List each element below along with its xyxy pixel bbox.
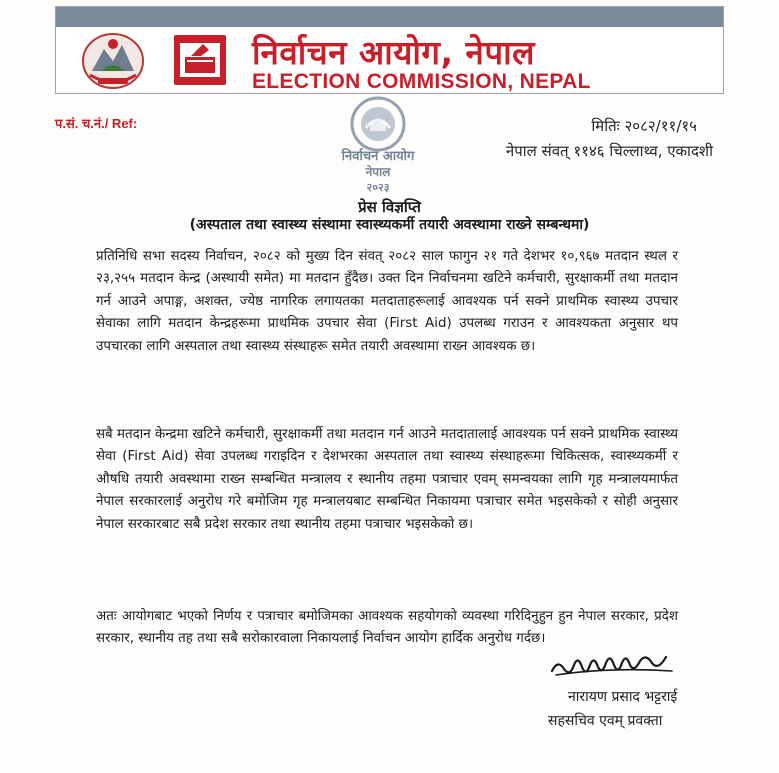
nepal-samvat-date: नेपाल संवत् ११४६ चिल्लाथ्व, एकादशी — [505, 142, 713, 160]
document-subject: (अस्पताल तथा स्वास्थ्य संस्थामा स्वास्थ्यकर्मी तयारी अवस्थामा राख्ने सम्बन्धमा) — [189, 217, 590, 233]
header-strip — [56, 7, 723, 27]
reference-label: प.सं. च.नं./ Ref: — [55, 116, 138, 131]
ballot-box-logo-icon — [173, 34, 227, 86]
seal-text-nepal: नेपाल — [365, 165, 391, 179]
handwritten-signature — [548, 645, 678, 681]
seal-text-commission: निर्वाचन आयोग — [341, 149, 415, 164]
date-line: मितिः २०८२/११/१५ — [591, 117, 697, 135]
document-title: प्रेस विज्ञप्ति — [358, 198, 421, 216]
letterhead-title-english: ELECTION COMMISSION, NEPAL — [252, 70, 591, 93]
body-paragraph-3: अतः आयोगबाट भएको निर्णय र पत्राचार बमोजिमका आवश्यक सहयोगको व्यवस्था गरिदिनुहुन हुन नेपाल सरकार, प्रदेश सरकार, स्थानीय तह तथा सबै सरोकारवाला निकायलाई निर्वाचन आयोग हार्दिक अनुरोध गर्दछ। — [96, 609, 678, 647]
signatory-designation: सहसचिव एवम् प्रवक्ता — [548, 713, 663, 729]
nepal-emblem-icon — [80, 31, 146, 91]
letterhead-title-nepali: निर्वाचन आयोग, नेपाल — [252, 33, 536, 72]
signatory-name: नारायण प्रसाद भट्टराई — [568, 689, 678, 705]
seal-year: २०२३ — [366, 181, 390, 194]
body-paragraph-2: सबै मतदान केन्द्रमा खटिने कर्मचारी, सुरक्षाकर्मी तथा मतदान गर्न आउने मतदातालाई आवश्यक पर्न सक्ने प्राथमिक स्वास्थ्य सेवा (First Aid) सेवा उपलब्ध गराइदिन र देशभरका अस्पताल तथा स्वास्थ्य संस्थाहरूमा चिकित्सक, स्वास्थ्यकर्मी र औषधि तयारी अवस्थामा राख्न सम्बन्धित मन्त्रालय र स्थानीय तहमा पत्राचार एवम् समन्वयका लागि गृह मन्त्रालयमार्फत नेपाल सरकारलाई अनुरोध गरे बमोजिम गृह मन्त्रालयबाट सम्बन्धित निकायमा पत्राचार समेत भइसकेको र सोही अनुसार नेपाल सरकारबाट सबै प्रदेश सरकार तथा स्थानीय तहमा पत्राचार भइसकेको छ। — [96, 427, 678, 532]
letterhead — [55, 6, 724, 94]
body-paragraph-1: प्रतिनिधि सभा सदस्य निर्वाचन, २०८२ को मुख्य दिन संवत् २०८२ साल फागुन २१ गते देशभर १०,९६७ मतदान स्थल र २३,२५५ मतदान केन्द्र (अस्थायी समेत) मा मतदान हुँदैछ। उक्त दिन निर्वाचनमा खटिने कर्मचारी, सुरक्षाकर्मी तथा मतदान गर्न आउने अपाङ्ग, अशक्त, ज्येष्ठ नागरिक लगायतका मतदाताहरूलाई आवश्यक पर्न सक्ने प्राथमिक स्वास्थ्य उपचार सेवाका लागि मतदान केन्द्रहरूमा प्राथमिक उपचार सेवा (First Aid) उपलब्ध गराउन र आवश्यकता अनुसार थप उपचारका लागि अस्पताल तथा स्वास्थ्य संस्थाहरू समेत तयारी अवस्थामा राख्न आवश्यक छ। — [96, 249, 678, 354]
